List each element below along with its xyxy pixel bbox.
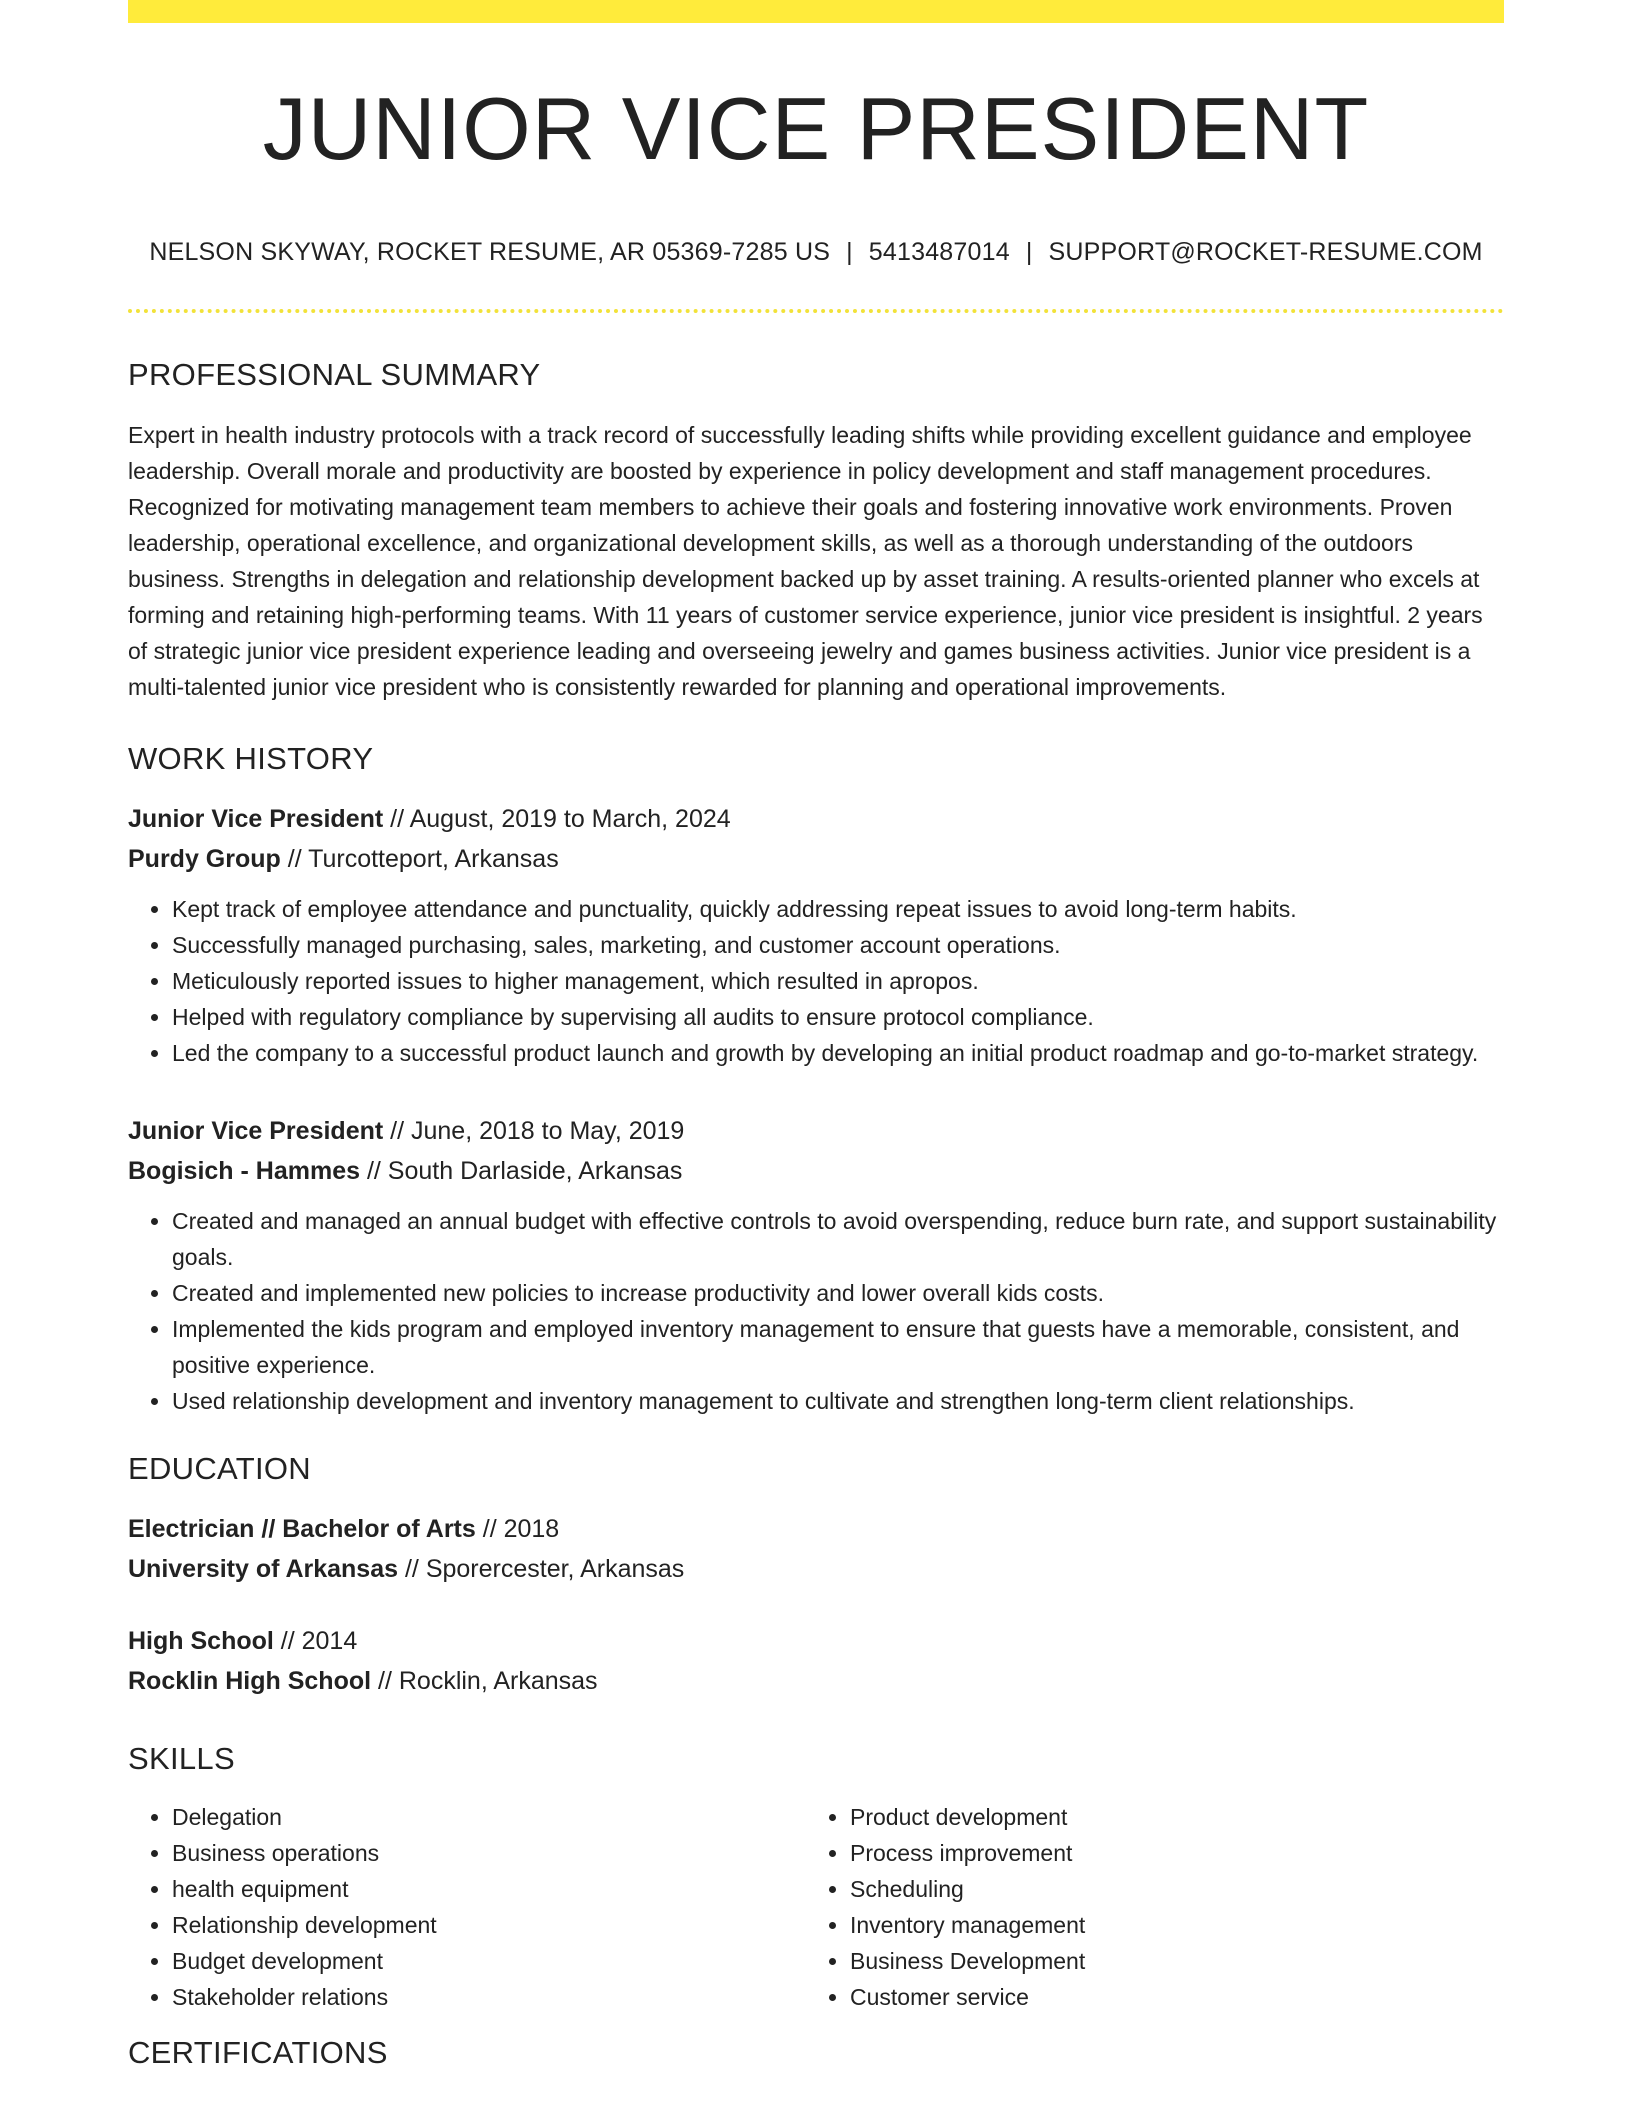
job-company-line <box>128 1151 1504 1191</box>
job-bullet: • Implemented the kids program and employed inventory management to ensure that guests have a memorable, consistent, and positive experience. <box>172 1311 1504 1383</box>
job-company: Purdy Group <box>128 844 281 873</box>
contact-separator: | <box>1025 237 1033 266</box>
job-title-line <box>128 799 1504 839</box>
job-location: // South Darlaside, Arkansas <box>360 1156 683 1185</box>
education-school-line <box>128 1661 1504 1701</box>
job-bullet: • Successfully managed purchasing, sales, marketing, and customer account operations. <box>172 927 1504 963</box>
skill-item: • Product development <box>850 1799 1484 1835</box>
job-bullet: • Meticulously reported issues to higher management, which resulted in apropos. <box>172 963 1504 999</box>
job-bullet: • Created and implemented new policies to increase productivity and lower overall kids costs. <box>172 1275 1504 1311</box>
job-bullet: • Helped with regulatory compliance by supervising all audits to ensure protocol compliance. <box>172 999 1504 1035</box>
education-heading: EDUCATION <box>128 1450 311 1486</box>
job-entry <box>128 1111 1504 1419</box>
education-entry <box>128 1621 1504 1701</box>
skill-item: • Business operations <box>172 1835 806 1871</box>
job-bullet: • Created and managed an annual budget with effective controls to avoid overspending, reduce burn rate, and support sustainability goals. <box>172 1203 1504 1275</box>
skills-columns <box>128 1799 1504 2015</box>
skills-heading: SKILLS <box>128 1740 235 1776</box>
skills-left-list <box>128 1799 806 2015</box>
skill-item: • Inventory management <box>850 1907 1484 1943</box>
resume-name: JUNIOR VICE PRESIDENT <box>262 79 1370 178</box>
header-divider <box>128 309 1504 313</box>
contact-address: NELSON SKYWAY, ROCKET RESUME, AR 05369-7285 US <box>149 237 831 266</box>
contact-email: SUPPORT@ROCKET-RESUME.COM <box>1048 237 1483 266</box>
resume-page <box>128 0 1504 2071</box>
skill-item: • Business Development <box>850 1943 1484 1979</box>
education-degree-line <box>128 1621 1504 1661</box>
education-degree-line <box>128 1509 1504 1549</box>
work-history-heading: WORK HISTORY <box>128 740 374 776</box>
skill-item: • Relationship development <box>172 1907 806 1943</box>
job-company-line <box>128 839 1504 879</box>
job-title-line <box>128 1111 1504 1151</box>
skill-item: • health equipment <box>172 1871 806 1907</box>
contact-phone: 5413487014 <box>868 237 1010 266</box>
skill-item: • Customer service <box>850 1979 1484 2015</box>
job-bullets <box>128 891 1504 1071</box>
education-location: // Rocklin, Arkansas <box>371 1666 598 1695</box>
skill-item: • Stakeholder relations <box>172 1979 806 2015</box>
education-school: University of Arkansas <box>128 1554 399 1583</box>
job-company: Bogisich - Hammes <box>128 1156 361 1185</box>
accent-bar <box>128 0 1504 23</box>
contact-separator: | <box>846 237 853 266</box>
job-bullets <box>128 1203 1504 1419</box>
education-degree: High School <box>128 1626 274 1655</box>
skill-item: • Delegation <box>172 1799 806 1835</box>
job-dates: // August, 2019 to March, 2024 <box>383 804 731 833</box>
education-entry <box>128 1509 1504 1589</box>
job-bullet: • Led the company to a successful product launch and growth by developing an initial product roadmap and go-to-market strategy. <box>172 1035 1504 1071</box>
skill-item: • Scheduling <box>850 1871 1484 1907</box>
education-school: Rocklin High School <box>128 1666 372 1695</box>
summary-heading: PROFESSIONAL SUMMARY <box>128 356 541 392</box>
job-bullet: • Kept track of employee attendance and punctuality, quickly addressing repeat issues to avoid long-term habits. <box>172 891 1504 927</box>
education-year: // 2014 <box>273 1626 358 1655</box>
education-year: // 2018 <box>475 1514 560 1543</box>
job-role: Junior Vice President <box>128 804 384 833</box>
job-dates: // June, 2018 to May, 2019 <box>383 1116 685 1145</box>
skill-item: • Budget development <box>172 1943 806 1979</box>
job-entry <box>128 799 1504 1071</box>
job-bullet: • Used relationship development and inventory management to cultivate and strengthen long-term client relationships. <box>172 1383 1504 1419</box>
summary-text: Expert in health industry protocols with a track record of successfully leading shifts while providing excellent guidance and employee leadership. Overall morale and productivity are boosted by experience in policy development and staff management procedures. Recognized for motivating management team members to achieve their goals and fostering innovative work environments. Proven leadership, operational excellence, and organizational development skills, as well as a thorough understanding of the outdoors business. Strengths in delegation and relationship development backed up by asset training. A results-oriented planner who excels at forming and retaining high-performing teams. With 11 years of customer service experience, junior vice president is insightful. 2 years of strategic junior vice president experience leading and overseeing jewelry and games business activities. Junior vice president is a multi-talented junior vice president who is consistently rewarded for planning and operational improvements. <box>128 421 1483 700</box>
certifications-heading: CERTIFICATIONS <box>128 2034 388 2070</box>
contact-line <box>128 238 1504 267</box>
job-role: Junior Vice President <box>128 1116 384 1145</box>
education-degree: Electrician // Bachelor of Arts <box>128 1514 476 1543</box>
education-location: // Sporercester, Arkansas <box>398 1554 685 1583</box>
job-location: // Turcotteport, Arkansas <box>280 844 559 873</box>
skills-right-list <box>806 1799 1484 2015</box>
education-school-line <box>128 1549 1504 1589</box>
skill-item: • Process improvement <box>850 1835 1484 1871</box>
